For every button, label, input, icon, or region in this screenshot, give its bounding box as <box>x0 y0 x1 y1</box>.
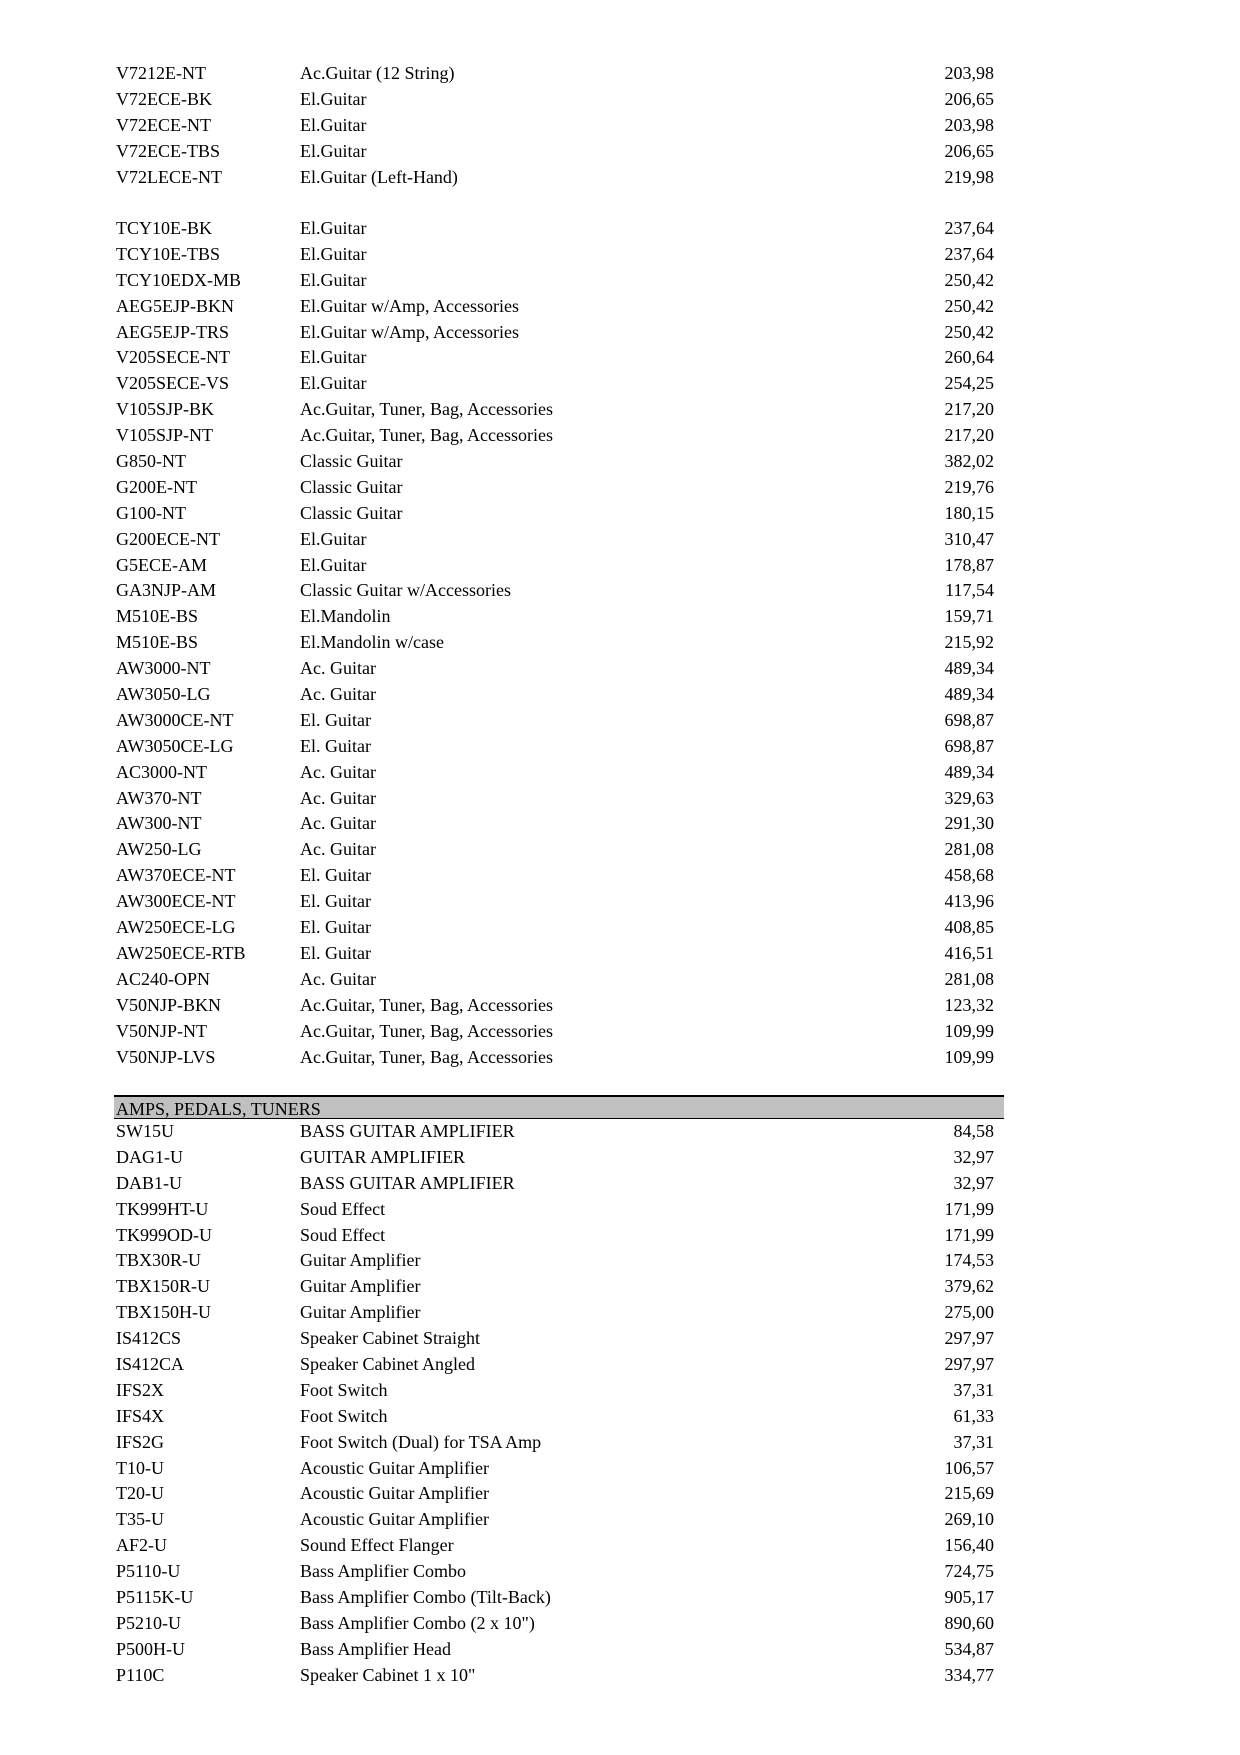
product-price: 698,87 <box>944 735 994 756</box>
table-row <box>114 165 1004 191</box>
product-price: 217,20 <box>944 425 994 446</box>
product-price: 382,02 <box>944 451 994 472</box>
product-code: AW300-NT <box>116 813 202 834</box>
product-price: 698,87 <box>944 709 994 730</box>
product-price: 534,87 <box>944 1638 994 1659</box>
product-price: 250,42 <box>944 295 994 316</box>
table-row <box>114 967 1004 993</box>
product-price: 180,15 <box>944 502 994 523</box>
product-description: El.Guitar <box>300 243 367 264</box>
product-description: Ac. Guitar <box>300 658 376 679</box>
product-description: El.Guitar w/Amp, Accessories <box>300 295 519 316</box>
product-price: 109,99 <box>944 1020 994 1041</box>
product-price: 297,97 <box>944 1328 994 1349</box>
product-price: 413,96 <box>944 891 994 912</box>
product-description: Foot Switch <box>300 1405 388 1426</box>
table-row <box>114 1533 1004 1559</box>
table-row <box>114 630 1004 656</box>
product-description: El. Guitar <box>300 735 371 756</box>
product-code: G200E-NT <box>116 476 197 497</box>
product-price: 37,31 <box>953 1379 994 1400</box>
table-row <box>114 61 1004 87</box>
product-price: 724,75 <box>944 1561 994 1582</box>
product-code: IFS4X <box>116 1405 165 1426</box>
product-code: AW3000CE-NT <box>116 709 234 730</box>
product-price: 174,53 <box>944 1250 994 1271</box>
table-row <box>114 578 1004 604</box>
product-description: El. Guitar <box>300 917 371 938</box>
table-row <box>114 1223 1004 1249</box>
product-price: 281,08 <box>944 839 994 860</box>
product-price: 171,99 <box>944 1198 994 1219</box>
product-code: DAB1-U <box>116 1172 182 1193</box>
product-price: 269,10 <box>944 1509 994 1530</box>
product-description: BASS GUITAR AMPLIFIER <box>300 1172 515 1193</box>
table-row <box>114 941 1004 967</box>
product-code: TBX150R-U <box>116 1276 210 1297</box>
product-code: T35-U <box>116 1509 164 1530</box>
table-row <box>114 915 1004 941</box>
table-row <box>114 1145 1004 1171</box>
product-code: SW15U <box>116 1121 174 1141</box>
product-price: 203,98 <box>944 63 994 83</box>
table-row <box>114 1611 1004 1637</box>
table-row <box>114 1404 1004 1430</box>
product-code: P5110-U <box>116 1561 181 1582</box>
product-description: El.Guitar <box>300 373 367 394</box>
table-row <box>114 734 1004 760</box>
product-code: AW250-LG <box>116 839 202 860</box>
product-description: El.Guitar <box>300 140 367 161</box>
product-description: Ac.Guitar, Tuner, Bag, Accessories <box>300 1046 554 1067</box>
product-description: Soud Effect <box>300 1224 386 1245</box>
product-description: Ac.Guitar, Tuner, Bag, Accessories <box>300 1020 554 1041</box>
product-price: 203,98 <box>944 114 994 135</box>
table-row <box>114 863 1004 889</box>
product-price: 237,64 <box>944 218 994 238</box>
product-price: 171,99 <box>944 1224 994 1245</box>
product-description: Foot Switch (Dual) for TSA Amp <box>300 1431 542 1452</box>
table-row <box>114 268 1004 294</box>
product-price: 217,20 <box>944 399 994 420</box>
table-row <box>114 1352 1004 1378</box>
product-code: M510E-BS <box>116 606 199 627</box>
product-description: Bass Amplifier Combo <box>300 1561 466 1582</box>
product-price: 219,98 <box>944 166 994 187</box>
product-code: G200ECE-NT <box>116 528 220 549</box>
product-group-guitars <box>114 216 1004 1070</box>
product-description: Classic Guitar w/Accessories <box>300 580 511 601</box>
product-code: IS412CA <box>116 1354 185 1375</box>
product-code: AW370-NT <box>116 787 202 808</box>
table-row <box>114 423 1004 449</box>
product-description: El. Guitar <box>300 865 371 886</box>
product-group-amps <box>114 1095 1004 1689</box>
product-code: T10-U <box>116 1457 164 1478</box>
product-price: 458,68 <box>944 865 994 886</box>
product-description: El.Mandolin w/case <box>300 632 444 653</box>
product-code: V72LECE-NT <box>116 166 222 187</box>
product-code: TCY10EDX-MB <box>116 269 241 290</box>
product-code: V105SJP-BK <box>116 399 215 420</box>
product-description: El.Guitar <box>300 88 367 109</box>
table-row <box>114 1481 1004 1507</box>
product-description: Speaker Cabinet Angled <box>300 1354 475 1375</box>
product-description: Ac. Guitar <box>300 839 376 860</box>
product-code: AW300ECE-NT <box>116 891 236 912</box>
product-price: 489,34 <box>944 684 994 705</box>
product-price: 109,99 <box>944 1046 994 1067</box>
product-price: 219,76 <box>944 476 994 497</box>
table-row <box>114 1663 1004 1689</box>
product-description: Ac.Guitar, Tuner, Bag, Accessories <box>300 994 554 1015</box>
table-row <box>114 1248 1004 1274</box>
product-description: Guitar Amplifier <box>300 1302 421 1323</box>
product-description: Ac. Guitar <box>300 761 376 782</box>
product-description: Ac. Guitar <box>300 813 376 834</box>
product-price: 178,87 <box>944 554 994 575</box>
product-code: V50NJP-NT <box>116 1020 208 1041</box>
product-price: 237,64 <box>944 243 994 264</box>
table-row <box>114 708 1004 734</box>
table-row <box>114 682 1004 708</box>
table-row <box>114 1171 1004 1197</box>
product-price: 489,34 <box>944 761 994 782</box>
table-row <box>114 604 1004 630</box>
product-description: Ac.Guitar (12 String) <box>300 63 455 83</box>
product-code: T20-U <box>116 1483 164 1504</box>
table-row <box>114 1197 1004 1223</box>
product-price: 250,42 <box>944 321 994 342</box>
product-code: AF2-U <box>116 1535 168 1556</box>
product-price: 334,77 <box>944 1664 994 1685</box>
product-description: Bass Amplifier Combo (2 x 10") <box>300 1612 535 1633</box>
table-row <box>114 1559 1004 1585</box>
table-row <box>114 656 1004 682</box>
product-description: El. Guitar <box>300 942 371 963</box>
product-description: Speaker Cabinet Straight <box>300 1328 480 1349</box>
table-row <box>114 475 1004 501</box>
product-description: El.Guitar <box>300 554 367 575</box>
product-price: 206,65 <box>944 140 994 161</box>
table-row <box>114 87 1004 113</box>
product-price: 416,51 <box>944 942 994 963</box>
table-row <box>114 1456 1004 1482</box>
table-row <box>114 449 1004 475</box>
product-description: Soud Effect <box>300 1198 386 1219</box>
product-description: El.Guitar w/Amp, Accessories <box>300 321 519 342</box>
product-code: V205SECE-NT <box>116 347 230 368</box>
product-price: 117,54 <box>945 580 994 601</box>
product-description: El.Guitar (Left-Hand) <box>300 166 458 187</box>
product-description: El.Guitar <box>300 269 367 290</box>
table-row <box>114 242 1004 268</box>
table-row <box>114 786 1004 812</box>
table-row <box>114 501 1004 527</box>
product-description: Acoustic Guitar Amplifier <box>300 1457 489 1478</box>
product-code: TCY10E-BK <box>116 218 212 238</box>
product-description: El.Guitar <box>300 114 367 135</box>
table-row <box>114 889 1004 915</box>
product-description: Speaker Cabinet 1 x 10" <box>300 1664 476 1685</box>
product-price: 84,58 <box>953 1121 994 1141</box>
product-description: Guitar Amplifier <box>300 1250 421 1271</box>
product-description: El.Guitar <box>300 528 367 549</box>
product-price: 890,60 <box>944 1612 994 1633</box>
product-price: 106,57 <box>944 1457 994 1478</box>
product-price: 123,32 <box>944 994 994 1015</box>
product-code: AW370ECE-NT <box>116 865 236 886</box>
product-price: 32,97 <box>953 1146 994 1167</box>
product-description: El. Guitar <box>300 891 371 912</box>
table-row <box>114 1378 1004 1404</box>
product-price: 254,25 <box>944 373 994 394</box>
product-price: 275,00 <box>944 1302 994 1323</box>
product-code: V72ECE-BK <box>116 88 212 109</box>
product-price: 297,97 <box>944 1354 994 1375</box>
table-row <box>114 837 1004 863</box>
product-price: 281,08 <box>944 968 994 989</box>
table-row <box>114 1119 1004 1145</box>
product-code: TK999HT-U <box>116 1198 209 1219</box>
product-code: P5115K-U <box>116 1587 194 1608</box>
product-description: Ac. Guitar <box>300 684 376 705</box>
product-price: 310,47 <box>944 528 994 549</box>
table-row <box>114 320 1004 346</box>
table-row <box>114 1585 1004 1611</box>
product-code: AC240-OPN <box>116 968 211 989</box>
product-price: 291,30 <box>944 813 994 834</box>
table-row <box>114 1045 1004 1071</box>
product-price: 159,71 <box>944 606 994 627</box>
product-code: V205SECE-VS <box>116 373 230 394</box>
product-price: 379,62 <box>944 1276 994 1297</box>
product-code: AEG5EJP-BKN <box>116 295 235 316</box>
table-row <box>114 760 1004 786</box>
product-code: V50NJP-BKN <box>116 994 222 1015</box>
product-code: V7212E-NT <box>116 63 206 83</box>
product-group-v72 <box>114 61 1004 190</box>
product-description: Ac. Guitar <box>300 968 376 989</box>
table-row <box>114 113 1004 139</box>
table-row <box>114 1507 1004 1533</box>
table-row <box>114 294 1004 320</box>
product-description: Acoustic Guitar Amplifier <box>300 1509 489 1530</box>
table-row <box>114 1019 1004 1045</box>
product-description: Classic Guitar <box>300 502 403 523</box>
product-code: G5ECE-AM <box>116 554 207 575</box>
product-price: 37,31 <box>953 1431 994 1452</box>
product-code: G100-NT <box>116 502 186 523</box>
table-row <box>114 1326 1004 1352</box>
product-price: 206,65 <box>944 88 994 109</box>
product-description: El.Mandolin <box>300 606 391 627</box>
product-description: Ac.Guitar, Tuner, Bag, Accessories <box>300 425 554 446</box>
product-price: 32,97 <box>953 1172 994 1193</box>
product-code: AW3050-LG <box>116 684 211 705</box>
product-description: Foot Switch <box>300 1379 388 1400</box>
product-price: 156,40 <box>944 1535 994 1556</box>
product-price: 329,63 <box>944 787 994 808</box>
product-code: G850-NT <box>116 451 186 472</box>
product-code: AW3050CE-LG <box>116 735 234 756</box>
table-row <box>114 1300 1004 1326</box>
product-description: Bass Amplifier Combo (Tilt-Back) <box>300 1587 551 1608</box>
table-row <box>114 811 1004 837</box>
product-price: 489,34 <box>944 658 994 679</box>
product-code: GA3NJP-AM <box>116 580 217 601</box>
product-code: V72ECE-TBS <box>116 140 221 161</box>
product-description: Ac. Guitar <box>300 787 376 808</box>
product-code: V50NJP-LVS <box>116 1046 216 1067</box>
product-code: P500H-U <box>116 1638 186 1659</box>
product-code: AW3000-NT <box>116 658 211 679</box>
table-row <box>114 993 1004 1019</box>
product-price: 215,92 <box>944 632 994 653</box>
product-code: IFS2G <box>116 1431 165 1452</box>
table-row <box>114 1637 1004 1663</box>
product-description: Sound Effect Flanger <box>300 1535 454 1556</box>
product-description: Guitar Amplifier <box>300 1276 421 1297</box>
product-description: GUITAR AMPLIFIER <box>300 1146 466 1167</box>
product-description: El.Guitar <box>300 347 367 368</box>
product-code: TK999OD-U <box>116 1224 212 1245</box>
table-row <box>114 139 1004 165</box>
product-code: V105SJP-NT <box>116 425 214 446</box>
product-code: TCY10E-TBS <box>116 243 221 264</box>
product-price: 61,33 <box>953 1405 994 1426</box>
product-code: DAG1-U <box>116 1146 183 1167</box>
product-price: 905,17 <box>944 1587 994 1608</box>
product-code: TBX150H-U <box>116 1302 211 1323</box>
product-code: P5210-U <box>116 1612 182 1633</box>
product-code: AW250ECE-LG <box>116 917 236 938</box>
table-row <box>114 345 1004 371</box>
product-description: Classic Guitar <box>300 451 403 472</box>
table-row <box>114 216 1004 242</box>
table-row <box>114 527 1004 553</box>
product-price: 215,69 <box>944 1483 994 1504</box>
product-code: AC3000-NT <box>116 761 207 782</box>
amps-rows <box>114 1119 1004 1689</box>
product-description: Ac.Guitar, Tuner, Bag, Accessories <box>300 399 554 420</box>
product-code: AW250ECE-RTB <box>116 942 246 963</box>
table-row <box>114 553 1004 579</box>
product-code: IS412CS <box>116 1328 182 1349</box>
table-row <box>114 1274 1004 1300</box>
product-price: 250,42 <box>944 269 994 290</box>
product-code: AEG5EJP-TRS <box>116 321 230 342</box>
section-header-amps: AMPS, PEDALS, TUNERS <box>114 1095 1004 1119</box>
product-description: Acoustic Guitar Amplifier <box>300 1483 489 1504</box>
product-description: El.Guitar <box>300 218 367 238</box>
table-row <box>114 1430 1004 1456</box>
product-code: P110C <box>116 1664 165 1685</box>
product-code: TBX30R-U <box>116 1250 201 1271</box>
table-row <box>114 397 1004 423</box>
table-row <box>114 371 1004 397</box>
product-description: Bass Amplifier Head <box>300 1638 451 1659</box>
product-code: M510E-BS <box>116 632 199 653</box>
product-code: V72ECE-NT <box>116 114 211 135</box>
product-description: BASS GUITAR AMPLIFIER <box>300 1121 515 1141</box>
product-code: IFS2X <box>116 1379 165 1400</box>
product-description: Classic Guitar <box>300 476 403 497</box>
product-description: El. Guitar <box>300 709 371 730</box>
product-price: 260,64 <box>944 347 994 368</box>
product-price: 408,85 <box>944 917 994 938</box>
